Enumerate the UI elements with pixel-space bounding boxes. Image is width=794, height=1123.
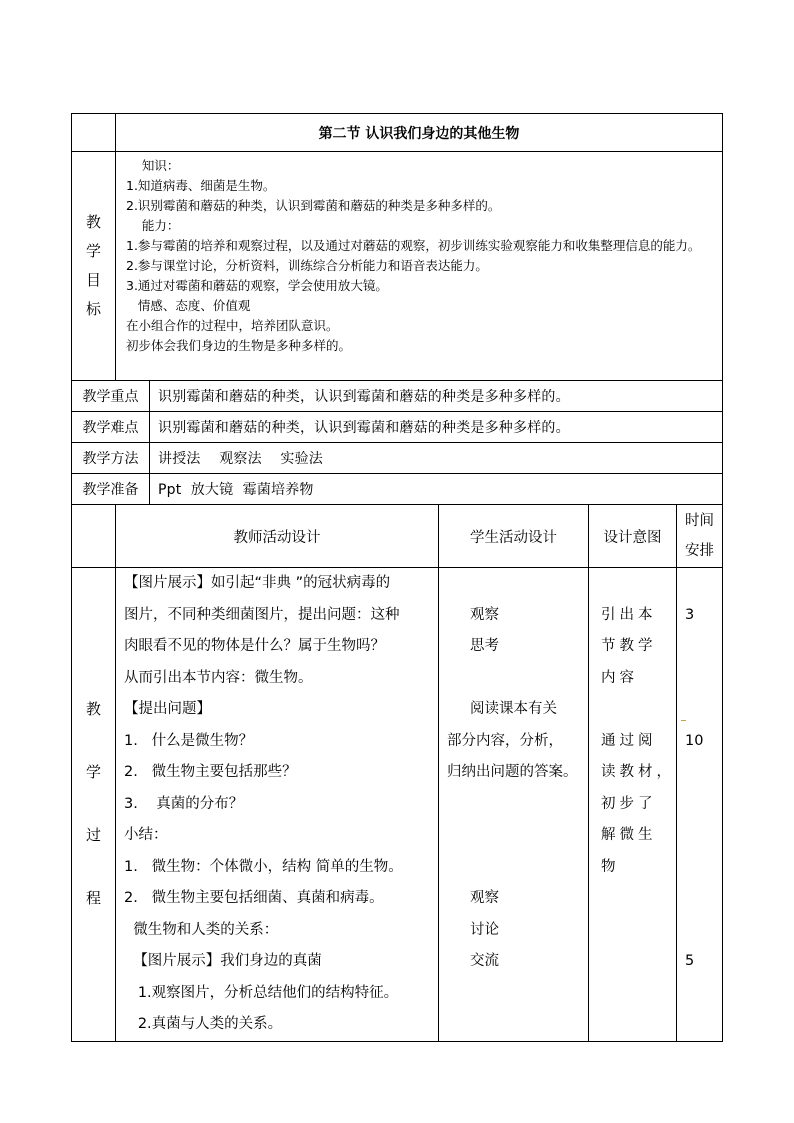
time-line xyxy=(685,883,722,915)
objective-line: 3.通过对霉菌和蘑菇的观察，学会使用放大镜。 xyxy=(126,278,388,293)
key-points-row xyxy=(72,381,723,412)
intent-line: 引出本 xyxy=(601,606,657,623)
process-header-row xyxy=(72,505,723,568)
time-line xyxy=(685,852,722,884)
student-line: 阅读课本有关 xyxy=(447,701,558,717)
student-activity-header: 学生活动设计 xyxy=(439,505,589,568)
teacher-activity-header: 教师活动设计 xyxy=(116,505,439,568)
methods-content: 讲授法 观察法 实验法 xyxy=(150,443,723,474)
lesson-plan-page xyxy=(71,113,722,1042)
student-line xyxy=(447,789,584,821)
objectives-row xyxy=(72,152,723,381)
student-line: 归纳出问题的答案。 xyxy=(447,764,578,780)
time-line xyxy=(685,1009,722,1041)
objective-line: 在小组合作的过程中，培养团队意识。 xyxy=(126,318,339,333)
objective-line: 1.参与霉菌的培养和观察过程，以及通过对蘑菇的观察，初步训练实验观察能力和收集整理信息的能力。 xyxy=(126,238,701,253)
teacher-line: 1.观察图片，分析总结他们的结构特征。 xyxy=(124,984,399,1001)
key-points-content: 识别霉菌和蘑菇的种类，认识到霉菌和蘑菇的种类是多种多样的。 xyxy=(150,381,723,412)
intent-line: 物 xyxy=(601,858,620,875)
teacher-activity-content xyxy=(116,568,439,1042)
teacher-line: 2. 微生物主要包括细菌、真菌和病毒。 xyxy=(124,890,384,906)
intent-line: 内容 xyxy=(601,669,638,686)
objective-line: 能力： xyxy=(126,218,180,233)
intent-line: 节教学 xyxy=(601,638,657,654)
student-line: 思考 xyxy=(447,638,500,654)
teacher-line: 2. 微生物主要包括那些？ xyxy=(124,764,297,780)
process-row xyxy=(72,568,723,1042)
teacher-line: 1. 微生物：个体微小，结构 简单的生物。 xyxy=(124,858,403,875)
intent-line xyxy=(601,883,672,915)
difficulties-content: 识别霉菌和蘑菇的种类，认识到霉菌和蘑菇的种类是多种多样的。 xyxy=(150,412,723,443)
lesson-plan-table xyxy=(71,113,723,1042)
objective-line: 情感、态度、价值观 xyxy=(126,298,251,313)
teacher-line: 【提出问题】 xyxy=(124,701,211,717)
time-line xyxy=(685,631,722,663)
teacher-line: 3. 真菌的分布？ xyxy=(124,795,244,812)
lesson-title: 第二节 认识我们身边的其他生物 xyxy=(116,114,723,152)
time-content xyxy=(677,568,723,1042)
teacher-line: 1. 什么是微生物？ xyxy=(124,732,254,749)
student-line: 交流 xyxy=(447,953,500,969)
time-line xyxy=(685,978,722,1010)
methods-row xyxy=(72,443,723,474)
intent-line xyxy=(601,978,672,1010)
time-line xyxy=(685,789,722,821)
teacher-line: 【图片展示】如引起“非典 ”的冠状病毒的 xyxy=(124,575,391,591)
student-activity-content xyxy=(439,568,589,1042)
teacher-line: 微生物和人类的关系： xyxy=(124,921,279,938)
student-line xyxy=(447,568,584,600)
title-row xyxy=(72,114,723,152)
title-left-cell xyxy=(72,114,116,152)
teacher-line: 【图片展示】我们身边的真菌 xyxy=(124,953,322,969)
time-line xyxy=(685,694,722,726)
student-line xyxy=(447,820,584,852)
intent-line xyxy=(601,1009,672,1041)
difficulties-row xyxy=(72,412,723,443)
objective-line: 1.知道病毒、细菌是生物。 xyxy=(126,178,276,193)
preparation-label: 教学准备 xyxy=(72,474,150,505)
time-line xyxy=(685,568,722,600)
objective-line: 初步体会我们身边的生物是多种多样的。 xyxy=(126,338,352,353)
student-line: 观察 xyxy=(447,890,500,906)
process-header-left-cell xyxy=(72,505,116,568)
time-header: 时间 安排 xyxy=(677,505,723,568)
objectives-content xyxy=(116,152,723,381)
difficulties-label: 教学难点 xyxy=(72,412,150,443)
objective-line: 2.识别霉菌和蘑菇的种类，认识到霉菌和蘑菇的种类是多种多样的。 xyxy=(126,198,501,213)
intent-line: 解微生 xyxy=(601,827,657,843)
teacher-line: 2.真菌与人类的关系。 xyxy=(124,1016,283,1032)
time-line xyxy=(685,663,722,695)
objectives-label: 教 学 目 标 xyxy=(72,152,116,381)
teacher-line: 从而引出本节内容：微生物。 xyxy=(124,669,313,686)
intent-line xyxy=(601,946,672,978)
student-line xyxy=(447,1009,584,1041)
methods-label: 教学方法 xyxy=(72,443,150,474)
intent-line xyxy=(601,915,672,947)
design-intent-header: 设计意图 xyxy=(589,505,677,568)
intent-line: 初步了 xyxy=(601,795,657,812)
preparation-row xyxy=(72,474,723,505)
time-line xyxy=(685,820,722,852)
intent-line xyxy=(601,694,672,726)
student-line xyxy=(447,978,584,1010)
teacher-line: 肉眼看不见的物体是什么？属于生物吗？ xyxy=(124,638,385,654)
time-line: 5 xyxy=(685,953,695,969)
teacher-line: 小结： xyxy=(124,827,168,843)
objective-line: 2.参与课堂讨论，分析资料，训练综合分析能力和语音表达能力。 xyxy=(126,258,488,273)
time-line: 3 xyxy=(685,606,695,623)
key-points-label: 教学重点 xyxy=(72,381,150,412)
design-intent-content xyxy=(589,568,677,1042)
preparation-content: Ppt 放大镜 霉菌培养物 xyxy=(150,474,723,505)
time-line xyxy=(685,915,722,947)
process-label: 教 学 过 程 xyxy=(72,568,116,1042)
student-line: 观察 xyxy=(447,606,500,623)
objective-line: 知识： xyxy=(126,158,180,173)
student-line xyxy=(447,852,584,884)
intent-line: 读教材， xyxy=(601,764,675,780)
intent-line xyxy=(601,568,672,600)
time-line: 10 xyxy=(685,732,704,749)
teacher-line: 图片，不同种类细菌图片，提出问题：这种 xyxy=(124,606,400,623)
intent-line: 通过阅 xyxy=(601,732,657,749)
student-line xyxy=(447,663,584,695)
student-line: 部分内容，分析， xyxy=(447,732,563,749)
margin-tick-mark xyxy=(681,720,686,721)
student-line: 讨论 xyxy=(447,921,500,938)
time-line xyxy=(685,757,722,789)
